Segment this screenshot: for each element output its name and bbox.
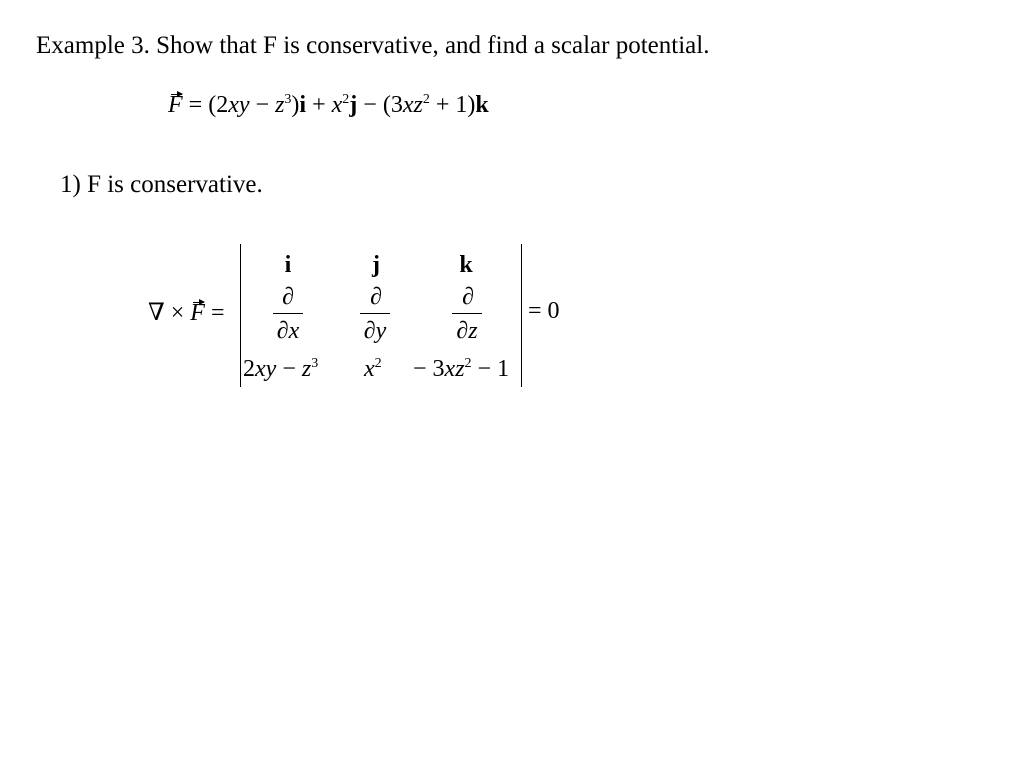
det-i: i [284, 252, 292, 278]
partial-dx: ∂x [276, 318, 300, 344]
vector-f: F [190, 300, 205, 326]
curl-lhs [148, 298, 225, 327]
eq-part: − [249, 92, 276, 118]
det-entry-1 [243, 356, 318, 383]
eq-part: xy [228, 92, 250, 118]
vector-f: F [168, 92, 183, 118]
entry-part: xy [255, 356, 277, 382]
unit-vector-k: k [475, 92, 489, 118]
entry-part: x [364, 356, 375, 382]
det-entry-2 [364, 356, 382, 383]
unit-vector-j: j [349, 92, 358, 118]
determinant-left-bar [240, 244, 241, 387]
nabla-cross: ∇ × [148, 300, 191, 326]
exponent: 2 [374, 356, 382, 371]
partial-dy: ∂y [363, 318, 387, 344]
entry-part: − 3 [413, 356, 445, 382]
fraction-bar [360, 313, 390, 314]
fraction-bar [452, 313, 482, 314]
exponent: 2 [464, 356, 472, 371]
unit-vector-i: i [299, 92, 307, 118]
entry-part: − 1 [471, 356, 510, 382]
determinant-right-bar [521, 244, 522, 387]
equals-sign: = [204, 300, 225, 326]
entry-part: 2 [243, 356, 255, 382]
eq-part: (2 [208, 92, 229, 118]
example-title: Example 3. Show that F is conservative, and find a scalar potential. [36, 32, 710, 59]
curl-result: = 0 [528, 298, 560, 324]
det-entry-3 [413, 356, 509, 383]
det-k: k [459, 252, 473, 278]
eq-part: ) [291, 92, 300, 118]
eq-part: z [275, 92, 285, 118]
eq-part: + 1) [429, 92, 476, 118]
det-j: j [372, 252, 380, 278]
eq-part: x [331, 92, 343, 118]
partial-numerator: ∂ [370, 284, 382, 310]
exponent: 2 [342, 92, 350, 107]
entry-part: xz [444, 356, 465, 382]
partial-numerator: ∂ [282, 284, 294, 310]
step-1-heading: 1) F is conservative. [60, 171, 263, 198]
exponent: 3 [284, 92, 292, 107]
equals-sign: = [188, 92, 203, 118]
eq-part: − (3 [357, 92, 403, 118]
eq-part: + [306, 92, 332, 118]
entry-part: − [276, 356, 302, 382]
fraction-bar [273, 313, 303, 314]
exponent: 2 [422, 92, 430, 107]
eq-part: xz [402, 92, 423, 118]
entry-part: z [301, 356, 312, 382]
partial-dz: ∂z [456, 318, 478, 344]
exponent: 3 [311, 356, 319, 371]
partial-numerator: ∂ [462, 284, 474, 310]
